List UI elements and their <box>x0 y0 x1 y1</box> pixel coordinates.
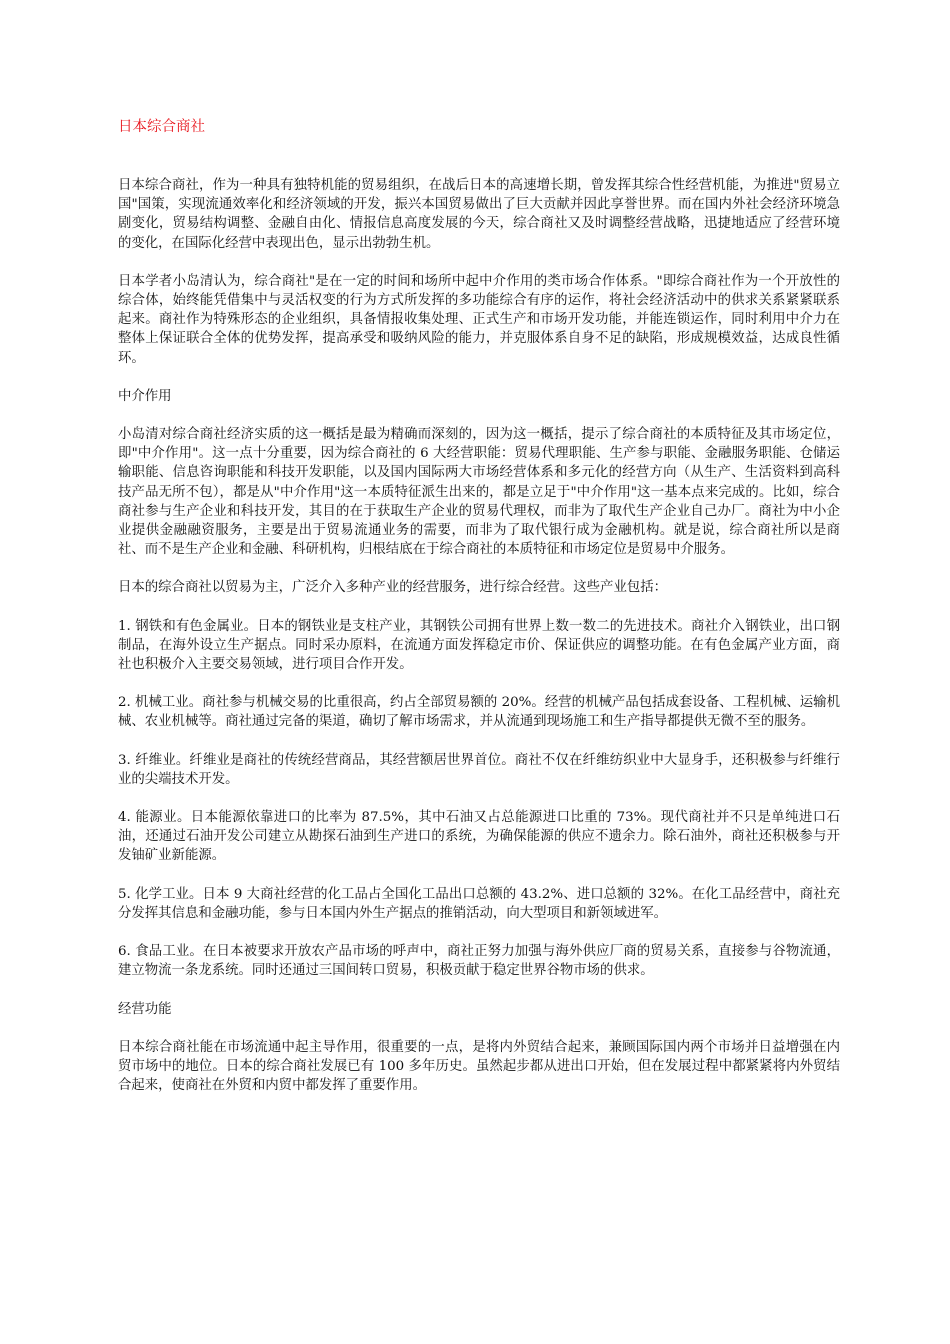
section-heading: 经营功能 <box>118 1001 172 1017</box>
section-heading: 中介作用 <box>118 388 172 404</box>
paragraph: 1. 钢铁和有色金属业。日本的钢铁业是支柱产业，其钢铁公司拥有世界上数一数二的先进技术。商社介入钢铁业，出口钢制品，在海外设立生产据点。同时采办原料，在流通方面发挥稳定市价、保证供应的调整功能。在有色金属产业方面，商社也积极介入主要交易领域，进行项目合作开发。 <box>118 618 840 673</box>
paragraph: 2. 机械工业。商社参与机械交易的比重很高，约占全部贸易额的 20%。经营的机械产品包括成套设备、工程机械、运输机械、农业机械等。商社通过完备的渠道，确切了解市场需求，并从流通到现场施工和生产指导都提供无微不至的服务。 <box>118 695 840 730</box>
paragraph: 6. 食品工业。在日本被要求开放农产品市场的呼声中，商社正努力加强与海外供应厂商的贸易关系，直接参与谷物流通，建立物流一条龙系统。同时还通过三国间转口贸易，积极贡献于稳定世界谷物市场的供求。 <box>118 944 840 979</box>
document-title: 日本综合商社 <box>118 119 205 135</box>
document-body <box>118 176 840 1114</box>
paragraph: 小岛清对综合商社经济实质的这一概括是最为精确而深刻的，因为这一概括，提示了综合商社的本质特征及其市场定位，即"中介作用"。这一点十分重要，因为综合商社的 6 大经营职能：贸易代理职能、生产参与职能、金融服务职能、仓储运输职能、信息咨询职能和科技开发职能，以及国内国际两大市场经营体系和多元化的经营方向（从生产、生活资料到高科技产品无所不包），都是从"中介作用"这一本质特征派生出来的，都是立足于"中介作用"这一基本点来完成的。比如，综合商社参与生产企业和科技开发，其目的在于获取生产企业的贸易代理权，而非为了取代生产企业自己办厂。商社为中小企业提供金融融资服务，主要是出于贸易流通业务的需要，而非为了取代银行成为金融机构。就是说，综合商社所以是商社、而不是生产企业和金融、科研机构，归根结底在于综合商社的本质特征和市场定位是贸易中介服务。 <box>118 427 840 558</box>
paragraph: 日本综合商社，作为一种具有独特机能的贸易组织，在战后日本的高速增长期，曾发挥其综合性经营机能，为推进"贸易立国"国策，实现流通效率化和经济领域的开发，振兴本国贸易做出了巨大贡献并因此享誉世界。而在国内外社会经济环境急剧变化，贸易结构调整、金融自由化、情报信息高度发展的今天，综合商社又及时调整经营战略，迅捷地适应了经营环境的变化，在国际化经营中表现出色，显示出勃勃生机。 <box>118 178 840 251</box>
paragraph: 日本学者小岛清认为，综合商社"是在一定的时间和场所中起中介作用的类市场合作体系。"即综合商社作为一个开放性的综合体，始终能凭借集中与灵活权变的行为方式所发挥的多功能综合有序的运作，将社会经济活动中的供求关系紧紧联系起来。商社作为特殊形态的企业组织，具备情报收集处理、正式生产和市场开发功能，并能连锁运作，同时利用中介力在整体上保证联合全体的优势发挥，提高承受和吸纳风险的能力，并克服体系自身不足的缺陷，形成规模效益，达成良性循环。 <box>118 273 840 366</box>
paragraph: 日本的综合商社以贸易为主，广泛介入多种产业的经营服务，进行综合经营。这些产业包括： <box>118 580 668 596</box>
paragraph: 日本综合商社能在市场流通中起主导作用，很重要的一点，是将内外贸结合起来，兼顾国际国内两个市场并日益增强在内贸市场中的地位。日本的综合商社发展已有 100 多年历史。虽然起步都从进出口开始，但在发展过程中都紧紧将内外贸结合起来，使商社在外贸和内贸中都发挥了重要作用。 <box>118 1039 840 1094</box>
paragraph: 5. 化学工业。日本 9 大商社经营的化工品占全国化工品出口总额的 43.2%、进口总额的 32%。在化工品经营中，商社充分发挥其信息和金融功能，参与日本国内外生产据点的推销活动，向大型项目和新领域进军。 <box>118 886 840 921</box>
paragraph: 4. 能源业。日本能源依靠进口的比率为 87.5%，其中石油又占总能源进口比重的 73%。现代商社并不只是单纯进口石油，还通过石油开发公司建立从勘探石油到生产进口的系统，为确保能源的供应不遗余力。除石油外，商社还积极参与开发铀矿业新能源。 <box>118 810 840 864</box>
paragraph: 3. 纤维业。纤维业是商社的传统经营商品，其经营额居世界首位。商社不仅在纤维纺织业中大显身手，还积极参与纤维行业的尖端技术开发。 <box>118 752 840 787</box>
